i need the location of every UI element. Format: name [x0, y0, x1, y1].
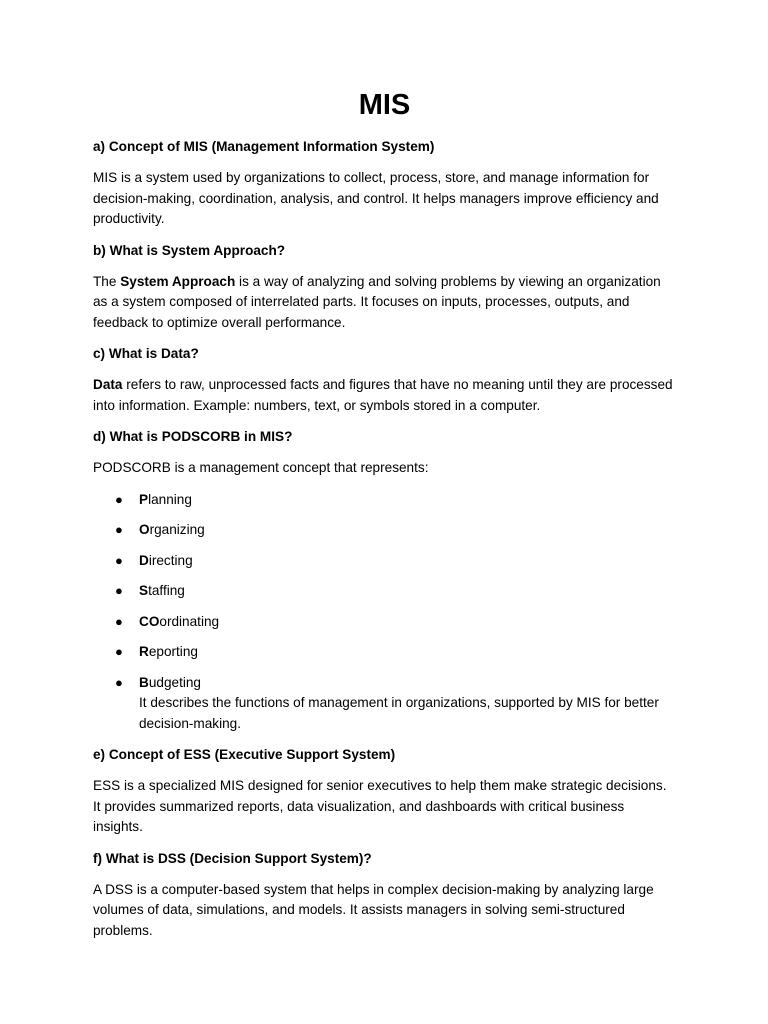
- bullet-icon: ●: [115, 583, 123, 598]
- item-letter: S: [139, 583, 149, 598]
- item-rest: ordinating: [159, 613, 220, 629]
- bold-term: System Approach: [120, 273, 236, 289]
- bold-term: Data: [93, 377, 123, 392]
- lead-text: The: [93, 273, 121, 289]
- bullet-icon: ●: [115, 552, 123, 568]
- item-letter: R: [139, 644, 149, 659]
- item-rest: rganizing: [149, 522, 205, 537]
- section-heading-podscorb: d) What is PODSCORB in MIS?: [93, 429, 293, 444]
- item-letter: B: [139, 674, 149, 690]
- bullet-icon: ●: [115, 491, 123, 507]
- section-text-ess: ESS is a specialized MIS designed for senior executives to help them make strategic decisions. It provides summarized reports, data visualization, and dashboards with critical business insights.: [93, 778, 667, 834]
- podscorb-note: It describes the functions of management in organizations, supported by MIS for better decision-making.: [139, 695, 659, 731]
- item-rest: eporting: [148, 644, 198, 659]
- list-item: [93, 490, 676, 511]
- section-heading-system-approach: b) What is System Approach?: [93, 242, 286, 258]
- bullet-icon: ●: [115, 644, 123, 659]
- item-letter: O: [139, 522, 150, 537]
- section-text-mis-concept: MIS is a system used by organizations to collect, process, store, and manage information for decision-making, coordination, analysis, and control. It helps managers improve efficiency and productivity.: [93, 170, 659, 226]
- item-rest: lanning: [148, 491, 192, 507]
- item-rest: irecting: [148, 552, 193, 568]
- item-rest: udgeting: [148, 674, 201, 690]
- section-text-dss: A DSS is a computer-based system that helps in complex decision-making by analyzing large volumes of data, simulations, and models. It assists managers in solving semi-structured problems.: [93, 881, 654, 938]
- list-item: [93, 520, 676, 541]
- item-letter: D: [139, 552, 149, 568]
- section-intro-podscorb: PODSCORB is a management concept that represents:: [93, 460, 429, 475]
- item-letter: P: [139, 491, 149, 507]
- item-letter: CO: [139, 613, 160, 629]
- body-text: refers to raw, unprocessed facts and figures that have no meaning until they are processed into information. Example: numbers, text, or symbols stored in a computer.: [93, 377, 673, 413]
- item-rest: taffing: [148, 583, 185, 598]
- section-heading-mis-concept: a) Concept of MIS (Management Information System): [93, 139, 435, 154]
- section-heading-data: c) What is Data?: [93, 346, 199, 361]
- section-text-data: [93, 375, 676, 416]
- document-title: MIS: [358, 89, 411, 121]
- bullet-icon: ●: [115, 674, 123, 690]
- list-item: [93, 551, 676, 572]
- list-item: [93, 612, 676, 633]
- list-item: [93, 581, 676, 602]
- podscorb-list: [93, 490, 676, 735]
- list-item: [93, 673, 676, 735]
- section-heading-ess: e) Concept of ESS (Executive Support System): [93, 747, 396, 762]
- bullet-icon: ●: [115, 522, 123, 537]
- section-heading-dss: f) What is DSS (Decision Support System)?: [93, 850, 372, 866]
- bullet-icon: ●: [115, 613, 123, 629]
- list-item: [93, 642, 676, 663]
- body-text: is a way of analyzing and solving problems by viewing an organization as a system composed of interrelated parts. It focuses on inputs, processes, outputs, and feedback to optimize overall performance.: [93, 273, 661, 330]
- section-text-system-approach: [93, 272, 676, 334]
